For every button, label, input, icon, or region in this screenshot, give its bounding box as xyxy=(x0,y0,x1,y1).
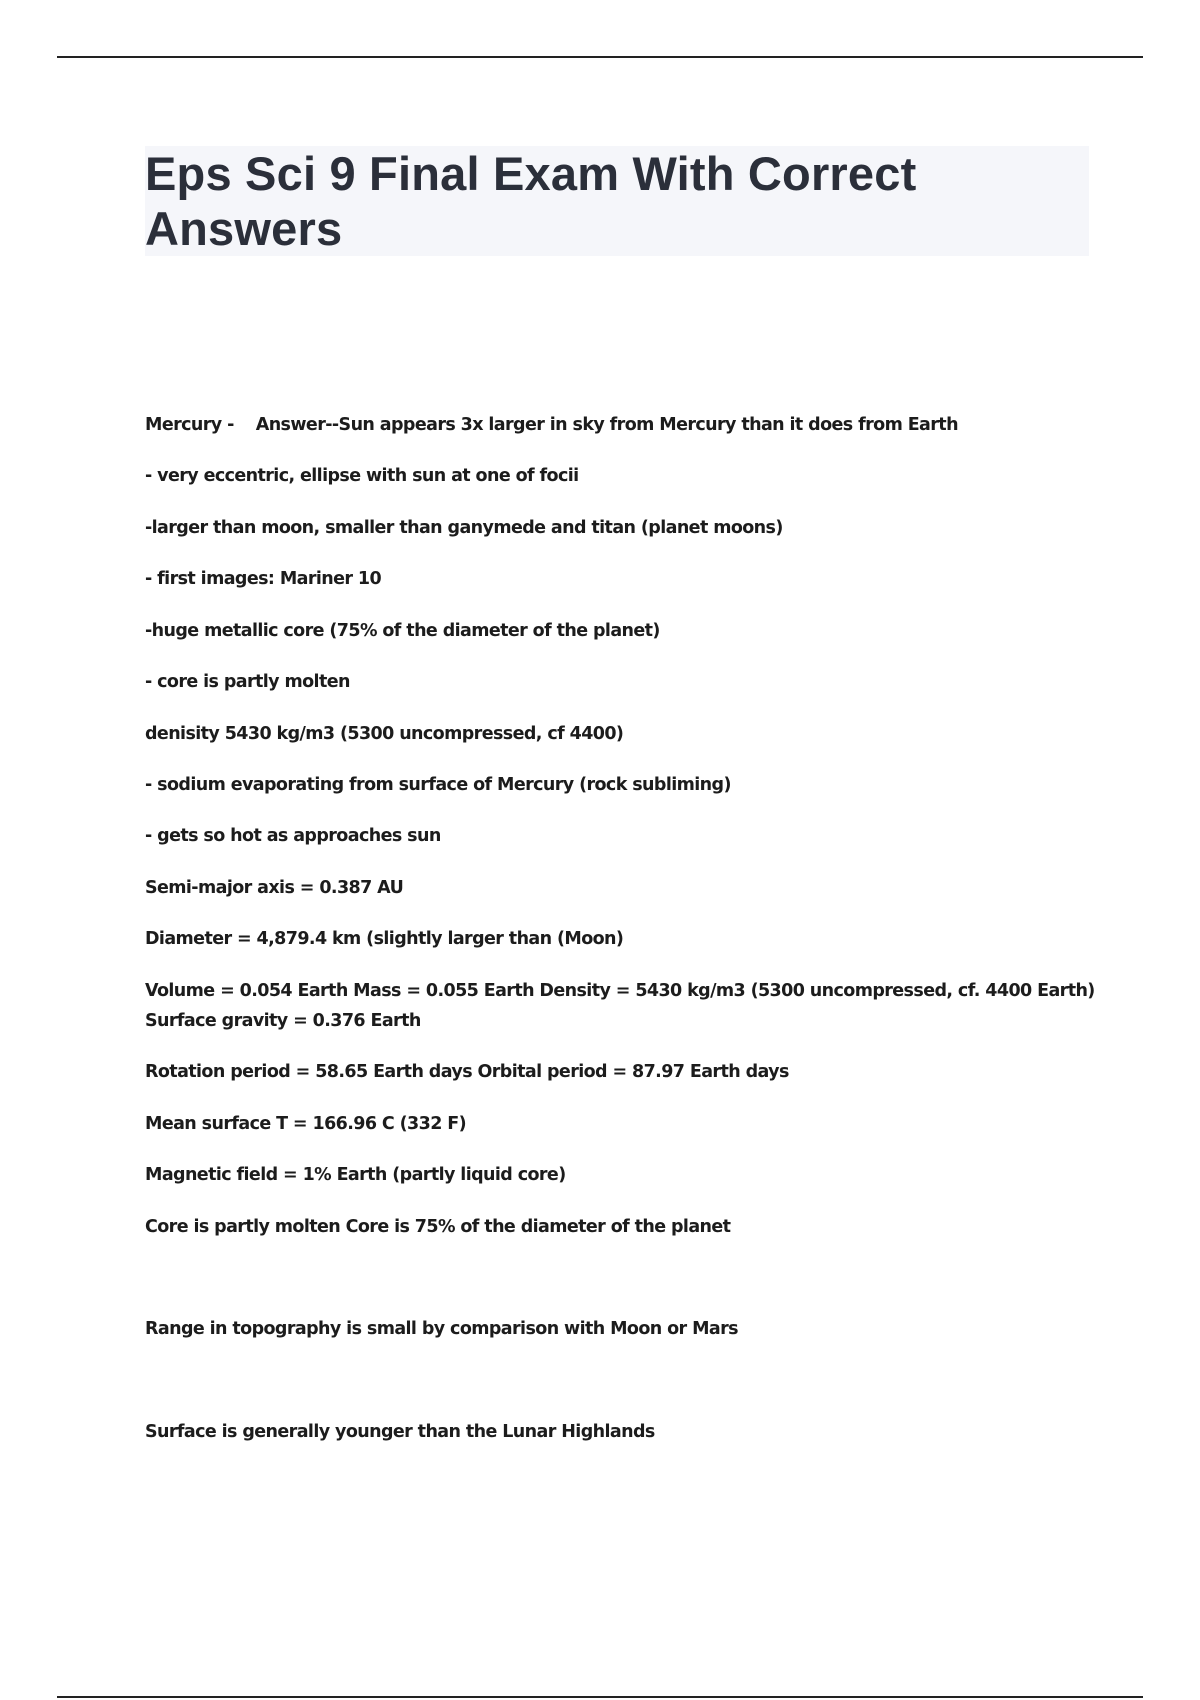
bottom-rule xyxy=(57,1696,1143,1698)
answer-line: -huge metallic core (75% of the diameter of the planet) xyxy=(145,621,660,641)
answer-line: -larger than moon, smaller than ganymede and titan (planet moons) xyxy=(145,518,783,538)
answer-line: denisity 5430 kg/m3 (5300 uncompressed, cf 4400) xyxy=(145,724,624,744)
question-line xyxy=(145,410,958,440)
answer-line: - gets so hot as approaches sun xyxy=(145,826,441,846)
answer-line: Semi-major axis = 0.387 AU xyxy=(145,878,404,898)
answer-line: Rotation period = 58.65 Earth days Orbital period = 87.97 Earth days xyxy=(145,1062,789,1082)
question-label: Mercury - xyxy=(145,415,234,435)
title-block xyxy=(145,146,1089,256)
answer-line: Volume = 0.054 Earth Mass = 0.055 Earth Density = 5430 kg/m3 (5300 uncompressed, cf. 4400 Earth) xyxy=(145,981,1095,1001)
answer-line: Magnetic field = 1% Earth (partly liquid core) xyxy=(145,1165,566,1185)
top-rule xyxy=(57,56,1143,58)
answer-line: - core is partly molten xyxy=(145,672,350,692)
document-title: Eps Sci 9 Final Exam With Correct Answers xyxy=(145,147,917,255)
answer-line: Surface is generally younger than the Lunar Highlands xyxy=(145,1422,655,1442)
answer-line: - first images: Mariner 10 xyxy=(145,569,382,589)
answer-line: Surface gravity = 0.376 Earth xyxy=(145,1011,421,1031)
answer-line: Mean surface T = 166.96 C (332 F) xyxy=(145,1114,467,1134)
answer-line: Range in topography is small by comparison with Moon or Mars xyxy=(145,1319,738,1339)
answer-line: - sodium evaporating from surface of Mercury (rock subliming) xyxy=(145,775,731,795)
answer-line: Diameter = 4,879.4 km (slightly larger than (Moon) xyxy=(145,929,624,949)
answer-line: Core is partly molten Core is 75% of the diameter of the planet xyxy=(145,1217,731,1237)
answer-line: - very eccentric, ellipse with sun at one of focii xyxy=(145,466,579,486)
answer-text: Answer--Sun appears 3x larger in sky from Mercury than it does from Earth xyxy=(255,415,958,435)
